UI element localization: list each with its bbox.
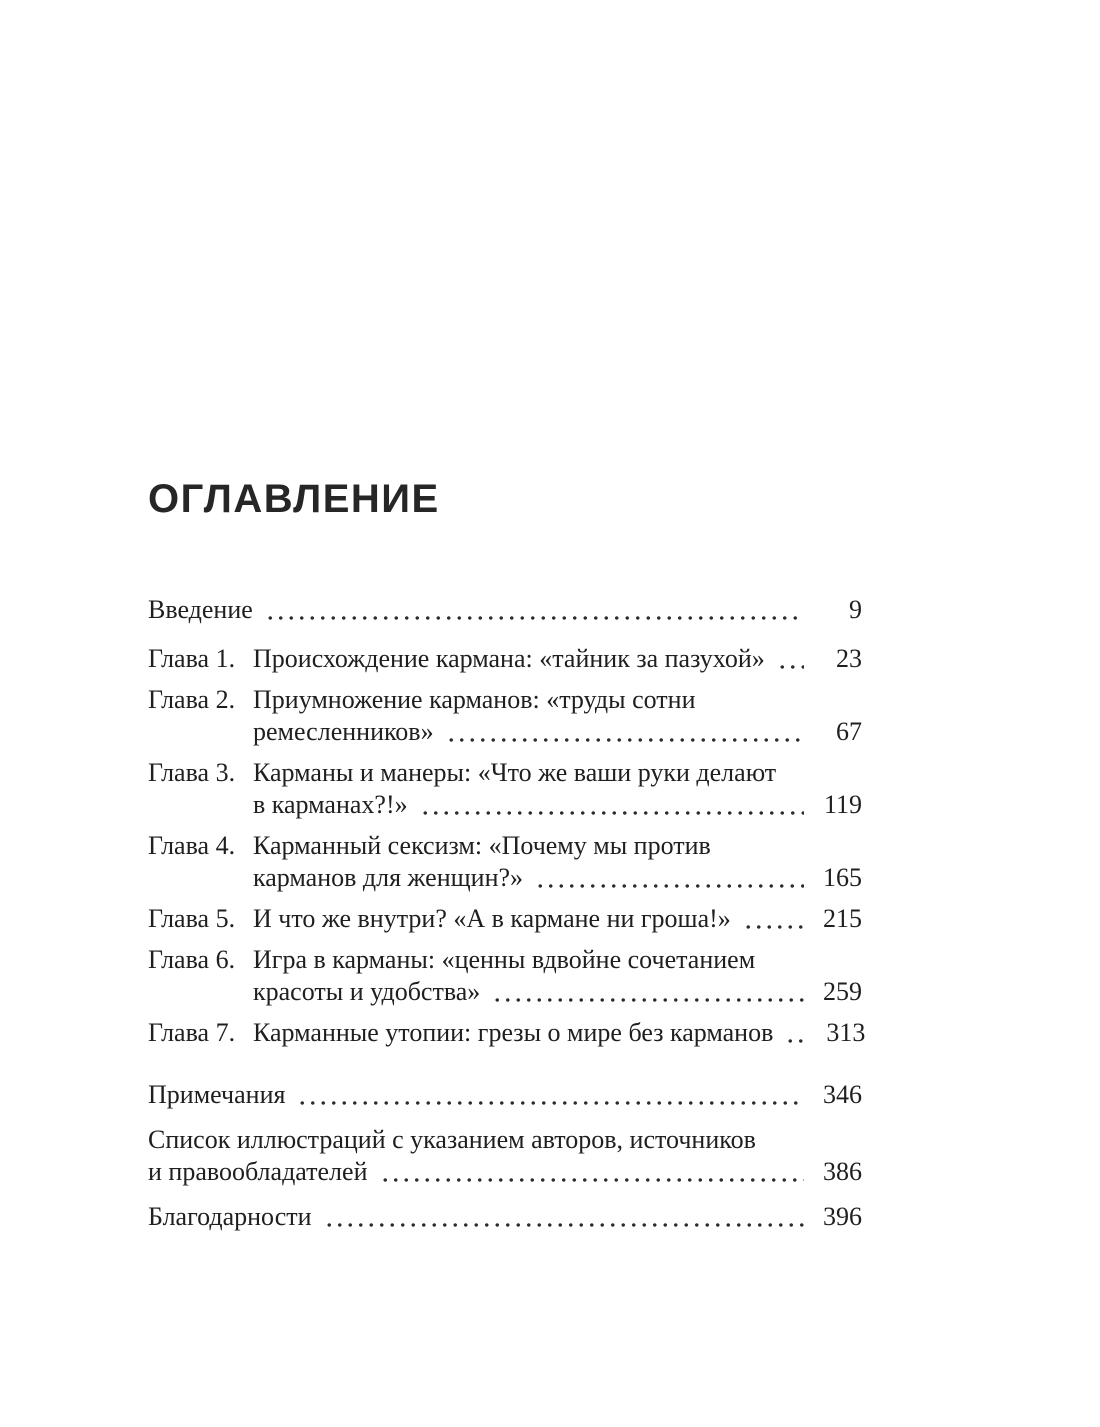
toc-entry — [148, 594, 862, 626]
entry-title-text: Список иллюстраций с указанием авторов, источников — [148, 1125, 756, 1154]
dot-leader — [295, 1079, 804, 1111]
toc-entry-line — [148, 1079, 862, 1111]
toc-entry-line — [148, 1201, 862, 1233]
entry-body — [253, 944, 862, 1008]
toc-entry-line — [253, 976, 862, 1008]
entry-title-text: карманов для женщин?» — [253, 863, 524, 892]
page-number: 119 — [823, 790, 862, 819]
entry-title-text: красоты и удобства» — [253, 977, 481, 1006]
toc-entry-line — [253, 830, 862, 862]
toc-entry-line — [253, 1017, 866, 1049]
book-page — [148, 477, 866, 1233]
dot-leader — [322, 1201, 804, 1233]
dot-leader — [741, 903, 804, 935]
entry-title-text: ремесленников» — [253, 717, 434, 746]
dot-leader — [775, 643, 804, 675]
toc-entry-line — [253, 944, 862, 976]
entry-body — [148, 1079, 862, 1111]
chapter-label: Глава 2. — [148, 685, 236, 714]
toc-entry-line — [148, 1124, 862, 1156]
dot-leader — [378, 1156, 805, 1188]
toc-entry-line — [253, 716, 862, 748]
entry-title-text: Примечания — [148, 1080, 286, 1109]
dot-leader — [418, 789, 804, 821]
entry-body — [253, 903, 862, 935]
toc-entry-line — [253, 684, 862, 716]
chapter-label: Глава 7. — [148, 1018, 236, 1047]
toc-entry-line — [253, 643, 862, 675]
toc-entry-line — [148, 1156, 862, 1188]
page-number: 313 — [826, 1018, 866, 1047]
toc-entry — [148, 944, 862, 1008]
page-number: 67 — [836, 717, 862, 746]
toc-entry — [148, 684, 862, 748]
entry-title-text: И что же внутри? «А в кармане ни гроша!» — [253, 904, 731, 933]
entry-body — [148, 594, 862, 626]
entry-body — [253, 830, 862, 894]
entry-title-text: Происхождение кармана: «тайник за пазухой» — [253, 644, 765, 673]
entry-title-text: и правообладателей — [148, 1157, 368, 1186]
dot-leader — [444, 716, 804, 748]
chapter-label: Глава 3. — [148, 758, 236, 787]
toc-entry — [148, 643, 862, 675]
entry-title-text: Приумножение карманов: «труды сотни — [253, 685, 696, 714]
toc-entry — [148, 903, 862, 935]
entry-title-text: Карманный сексизм: «Почему мы против — [253, 831, 711, 860]
entry-title-text: Карманы и манеры: «Что же ваши руки делают — [253, 758, 777, 787]
chapter-label: Глава 5. — [148, 904, 236, 933]
dot-leader — [533, 862, 804, 894]
toc-entry — [148, 757, 862, 821]
toc-entry-line — [253, 789, 862, 821]
entry-body — [148, 1201, 862, 1233]
entry-title-text: Игра в карманы: «ценны вдвойне сочетанием — [253, 945, 756, 974]
toc-entry — [148, 830, 862, 894]
entry-title-text: Введение — [148, 595, 253, 624]
chapter-label: Глава 1. — [148, 644, 236, 673]
page-number: 9 — [849, 595, 862, 624]
page-number: 23 — [836, 644, 862, 673]
page-number: 215 — [823, 904, 862, 933]
chapter-label: Глава 4. — [148, 831, 236, 860]
page-number: 165 — [823, 863, 862, 892]
entry-body — [253, 1017, 866, 1049]
page-number: 396 — [823, 1202, 862, 1231]
chapter-label: Глава 6. — [148, 945, 236, 974]
toc-entry — [148, 1079, 862, 1111]
toc-entry — [148, 1017, 866, 1049]
toc-entries — [148, 594, 866, 1233]
toc-entry — [148, 1201, 862, 1233]
entry-body — [253, 643, 862, 675]
toc-entry — [148, 1124, 862, 1188]
page-number: 346 — [823, 1080, 862, 1109]
page-title: ОГЛАВЛЕНИЕ — [148, 477, 440, 521]
dot-leader — [783, 1017, 807, 1049]
entry-title-text: в карманах?!» — [253, 790, 408, 819]
dot-leader — [490, 976, 804, 1008]
entry-body — [148, 1124, 862, 1188]
entry-body — [253, 757, 862, 821]
entry-title-text: Благодарности — [148, 1202, 312, 1231]
toc-entry-line — [253, 757, 862, 789]
page-number: 386 — [823, 1157, 862, 1186]
entry-title-text: Карманные утопии: грезы о мире без карманов — [253, 1018, 774, 1047]
dot-leader — [263, 594, 804, 626]
toc-entry-line — [253, 903, 862, 935]
entry-body — [253, 684, 862, 748]
toc-entry-line — [253, 862, 862, 894]
toc-entry-line — [148, 594, 862, 626]
page-number: 259 — [823, 977, 862, 1006]
